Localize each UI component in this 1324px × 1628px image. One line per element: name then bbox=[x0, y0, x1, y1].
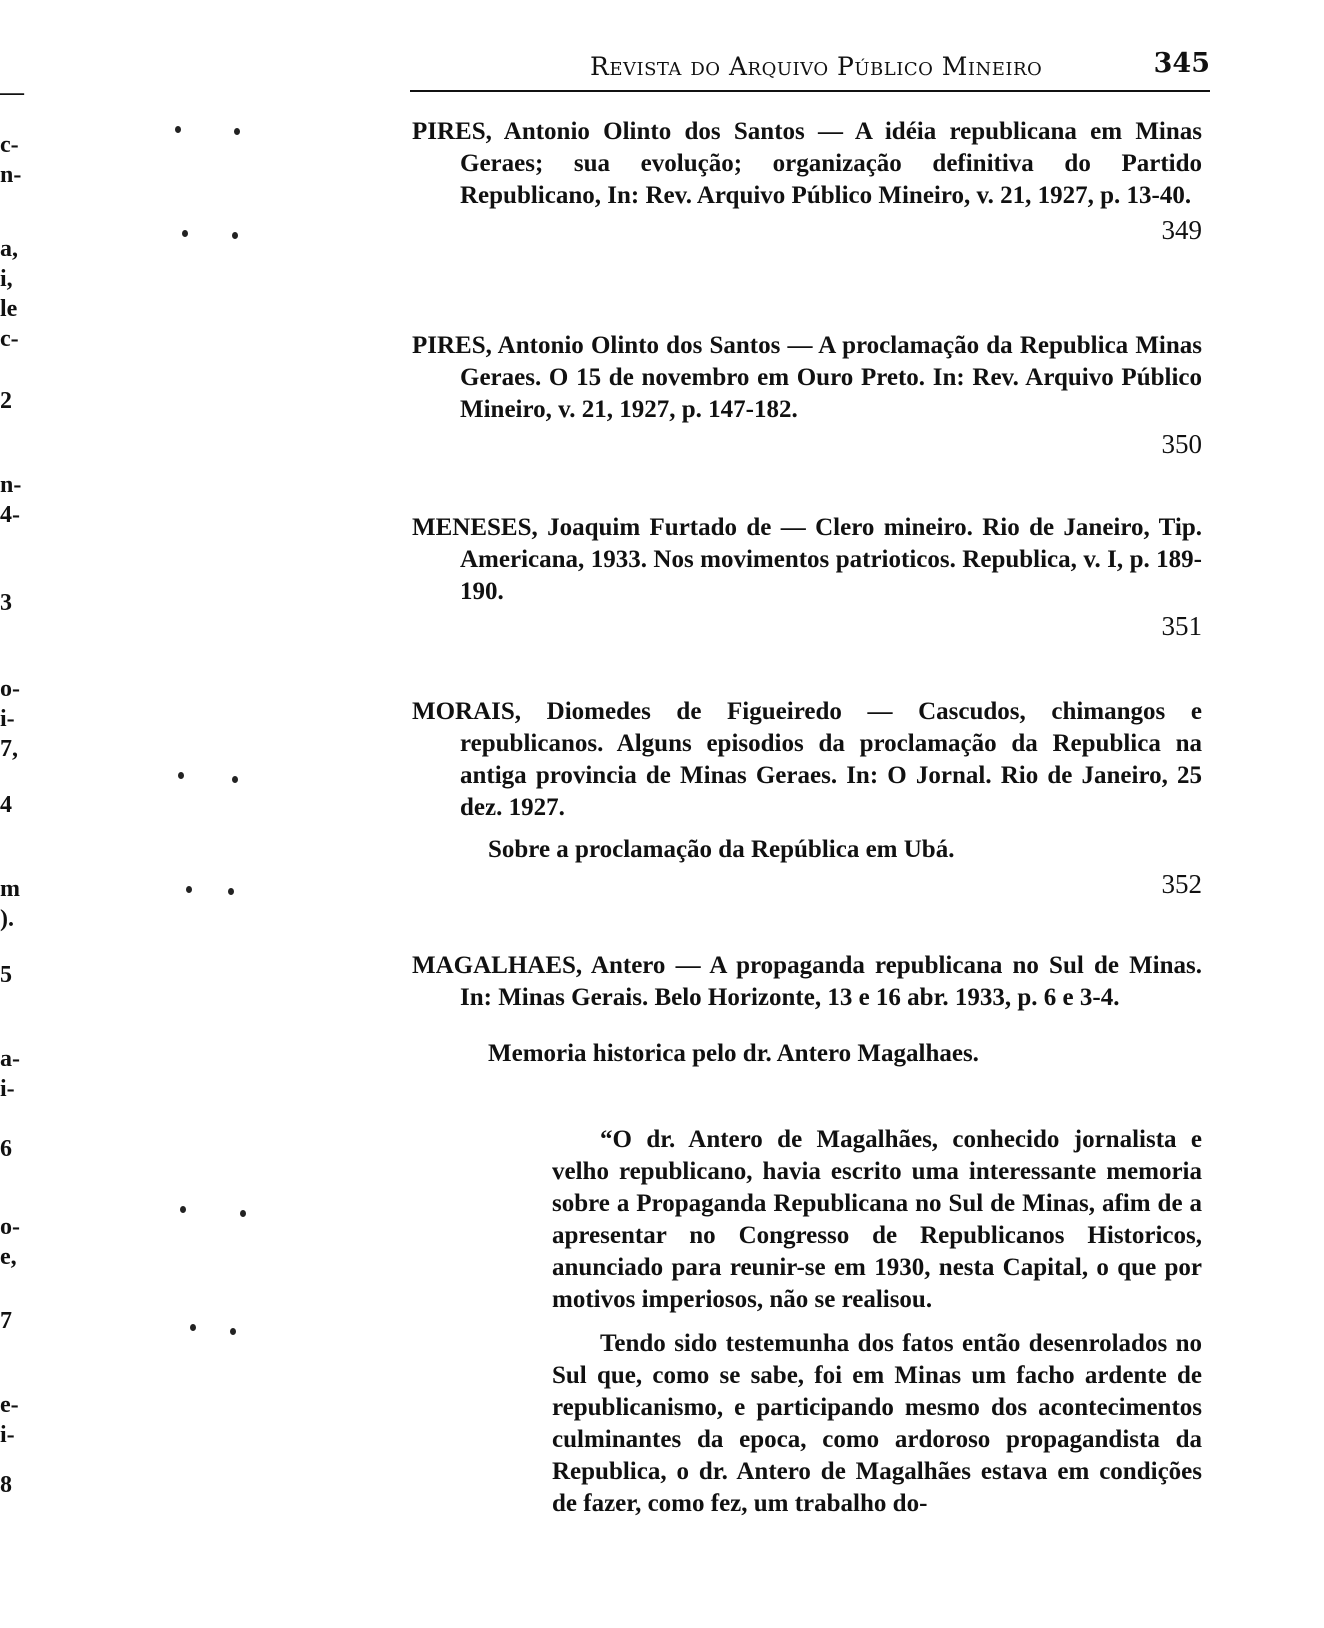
speck bbox=[186, 886, 192, 893]
bibliography-entry bbox=[412, 512, 1202, 642]
entry-text: PIRES, Antonio Olinto dos Santos — A idéia republicana em Minas Geraes; sua evolução; organização definitiva do Partido Republicano, In: Rev. Arquivo Público Mineiro, v. 21, 1927, p. 13-40. bbox=[412, 118, 1202, 209]
margin-fragment: 6 bbox=[0, 1136, 12, 1162]
margin-fragment: 8 bbox=[0, 1472, 12, 1498]
speck bbox=[178, 772, 184, 779]
margin-fragment: n- bbox=[0, 162, 22, 188]
entry-text: MENESES, Joaquim Furtado de — Clero mineiro. Rio de Janeiro, Tip. Americana, 1933. Nos movimentos patrioticos. Republica, v. I, p. 189-190. bbox=[412, 514, 1202, 605]
margin-fragment: m bbox=[0, 876, 20, 902]
entry-text: MAGALHAES, Antero — A propaganda republicana no Sul de Minas. In: Minas Gerais. Belo Horizonte, 13 e 16 abr. 1933, p. 6 e 3-4. bbox=[412, 952, 1202, 1011]
entry-number: 352 bbox=[1161, 869, 1202, 899]
margin-fragment: — bbox=[0, 80, 24, 106]
entry-number: 351 bbox=[1161, 611, 1202, 641]
bibliography-entry bbox=[412, 330, 1202, 460]
margin-fragment: 2 bbox=[0, 388, 12, 414]
margin-fragment: e, bbox=[0, 1244, 17, 1270]
speck bbox=[175, 126, 181, 133]
margin-fragment: i- bbox=[0, 1076, 15, 1102]
bibliography-entry bbox=[412, 116, 1202, 246]
margin-fragment: n- bbox=[0, 472, 22, 498]
entry-note: Sobre a proclamação da República em Ubá. bbox=[488, 836, 955, 863]
entry-number: 350 bbox=[1161, 429, 1202, 459]
entry-text: PIRES, Antonio Olinto dos Santos — A proclamação da Republica Minas Geraes. O 15 de novembro em Ouro Preto. In: Rev. Arquivo Público Mineiro, v. 21, 1927, p. 147-182. bbox=[412, 332, 1202, 423]
entry-number: 349 bbox=[1161, 215, 1202, 245]
speck bbox=[232, 776, 238, 783]
bibliography-entry bbox=[412, 950, 1202, 1070]
running-header bbox=[410, 48, 1210, 92]
entry-note: Memoria historica pelo dr. Antero Magalhaes. bbox=[488, 1040, 979, 1067]
margin-fragment: 5 bbox=[0, 962, 12, 988]
bibliography-entry bbox=[412, 696, 1202, 900]
margin-fragment: 4- bbox=[0, 502, 20, 528]
speck bbox=[230, 1328, 236, 1335]
margin-fragment: a- bbox=[0, 1046, 20, 1072]
speck bbox=[182, 230, 188, 237]
block-quote bbox=[552, 1124, 1202, 1520]
journal-title: Revista do Arquivo Público Mineiro bbox=[590, 52, 1043, 81]
margin-fragment: 4 bbox=[0, 792, 12, 818]
speck bbox=[180, 1206, 186, 1213]
margin-fragment: 7, bbox=[0, 736, 18, 762]
margin-fragment: le bbox=[0, 296, 18, 322]
margin-fragment: a, bbox=[0, 236, 18, 262]
margin-fragment: o- bbox=[0, 1214, 20, 1240]
margin-fragment: e- bbox=[0, 1392, 19, 1418]
speck bbox=[232, 232, 238, 239]
margin-fragment: i- bbox=[0, 1422, 15, 1448]
margin-fragment: 3 bbox=[0, 590, 12, 616]
speck bbox=[240, 1210, 246, 1217]
speck bbox=[228, 888, 234, 895]
margin-fragment: 7 bbox=[0, 1308, 12, 1334]
margin-fragment: c- bbox=[0, 132, 19, 158]
quote-paragraph: “O dr. Antero de Magalhães, conhecido jornalista e velho republicano, havia escrito uma interessante memoria sobre a Propaganda Republicana no Sul de Minas, afim de a apresentar no Congresso de Republicanos Historicos, anunciado para reunir-se em 1930, nesta Capital, o que por motivos imperiosos, não se realisou. bbox=[552, 1126, 1202, 1313]
quote-paragraph: Tendo sido testemunha dos fatos então desenrolados no Sul que, como se sabe, foi em Minas um facho ardente de republicanismo, e participando mesmo dos acontecimentos culminantes da epoca, como ardoroso propagandista da Republica, o dr. Antero de Magalhães estava em condições de fazer, como fez, um trabalho do- bbox=[552, 1330, 1202, 1517]
margin-fragment: o- bbox=[0, 676, 20, 702]
entry-text: MORAIS, Diomedes de Figueiredo — Cascudos, chimangos e republicanos. Alguns episodios da proclamação da Republica na antiga provincia de Minas Geraes. In: O Jornal. Rio de Janeiro, 25 dez. 1927. bbox=[412, 698, 1202, 821]
margin-fragment: i- bbox=[0, 706, 15, 732]
speck bbox=[190, 1324, 196, 1331]
margin-fragment: c- bbox=[0, 326, 19, 352]
page-number: 345 bbox=[1153, 48, 1210, 79]
speck bbox=[234, 128, 240, 135]
margin-fragment: i, bbox=[0, 266, 13, 292]
margin-fragment: ). bbox=[0, 906, 14, 932]
